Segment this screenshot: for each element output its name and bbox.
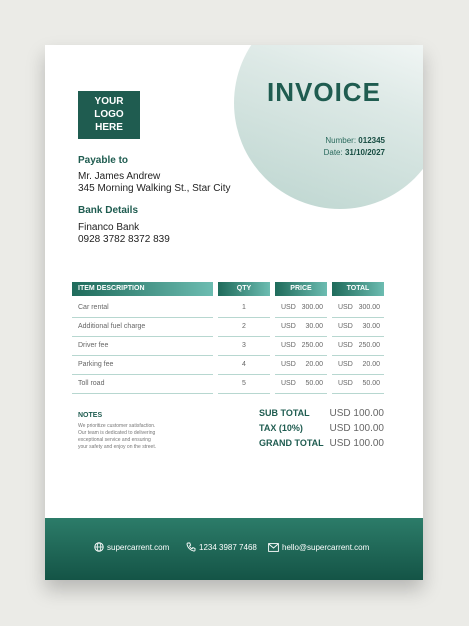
currency-label: USD bbox=[338, 361, 353, 368]
total-value: 20.00 bbox=[362, 361, 380, 368]
row-description: Additional fuel charge bbox=[72, 318, 213, 337]
bank-account: 0928 3782 8372 839 bbox=[78, 234, 170, 245]
row-description: Driver fee bbox=[72, 337, 213, 356]
currency-label: USD bbox=[338, 323, 353, 330]
logo-placeholder bbox=[78, 91, 140, 139]
payable-name: Mr. James Andrew bbox=[78, 171, 161, 182]
invoice-number-line bbox=[324, 135, 385, 147]
currency-label: USD bbox=[338, 304, 353, 311]
currency-label: USD bbox=[281, 323, 296, 330]
row-description: Toll road bbox=[72, 375, 213, 394]
currency-label: USD bbox=[338, 380, 353, 387]
row-qty: 5 bbox=[218, 375, 270, 394]
price-value: 50.00 bbox=[305, 380, 323, 387]
payable-heading: Payable to bbox=[78, 155, 129, 166]
row-qty: 1 bbox=[218, 299, 270, 318]
invoice-sheet bbox=[45, 45, 423, 580]
tax-row bbox=[259, 423, 384, 437]
invoice-date-label: Date: bbox=[323, 148, 343, 157]
invoice-number-label: Number: bbox=[325, 136, 357, 145]
footer-bar bbox=[45, 518, 423, 580]
row-total bbox=[332, 318, 384, 337]
header-item-description: ITEM DESCRIPTION bbox=[72, 282, 213, 296]
invoice-meta bbox=[324, 135, 385, 159]
row-total bbox=[332, 299, 384, 318]
currency-label: USD bbox=[338, 342, 353, 349]
row-qty: 3 bbox=[218, 337, 270, 356]
total-value: 50.00 bbox=[362, 380, 380, 387]
payable-address: 345 Morning Walking St., Star City bbox=[78, 183, 231, 194]
currency-label: USD bbox=[281, 304, 296, 311]
grand-total-row bbox=[259, 438, 384, 452]
row-total bbox=[332, 375, 384, 394]
row-total bbox=[332, 337, 384, 356]
subtotal-value: USD 100.00 bbox=[329, 408, 384, 419]
logo-line-3: HERE bbox=[95, 122, 123, 133]
footer-phone-text: 1234 3987 7468 bbox=[199, 542, 257, 552]
notes-line: exceptional service and ensuring bbox=[78, 437, 151, 443]
header-total: TOTAL bbox=[332, 282, 384, 296]
logo-line-1: YOUR bbox=[94, 96, 124, 107]
notes-line: Our team is dedicated to delivering bbox=[78, 430, 156, 436]
row-price bbox=[275, 375, 327, 394]
table-row bbox=[45, 318, 423, 337]
invoice-date-value: 31/10/2027 bbox=[344, 148, 385, 157]
grand-total-label: GRAND TOTAL bbox=[259, 438, 324, 448]
row-price bbox=[275, 299, 327, 318]
invoice-number-value: 012345 bbox=[358, 136, 385, 145]
total-value: 30.00 bbox=[362, 323, 380, 330]
decorative-circle bbox=[234, 45, 423, 209]
table-row bbox=[45, 299, 423, 318]
row-price bbox=[275, 356, 327, 375]
table-row bbox=[45, 337, 423, 356]
total-value: 300.00 bbox=[358, 304, 380, 311]
row-price bbox=[275, 318, 327, 337]
row-description: Parking fee bbox=[72, 356, 213, 375]
table-row bbox=[45, 375, 423, 394]
currency-label: USD bbox=[281, 342, 296, 349]
price-value: 30.00 bbox=[305, 323, 323, 330]
subtotal-row bbox=[259, 408, 384, 422]
price-value: 300.00 bbox=[301, 304, 323, 311]
notes-text bbox=[78, 423, 188, 451]
notes-line: We prioritize customer satisfaction. bbox=[78, 423, 156, 429]
header-price: PRICE bbox=[275, 282, 327, 296]
invoice-title: INVOICE bbox=[267, 77, 381, 107]
logo-line-2: LOGO bbox=[94, 109, 124, 120]
phone-icon bbox=[186, 542, 196, 552]
grand-total-value: USD 100.00 bbox=[329, 438, 384, 449]
row-price bbox=[275, 337, 327, 356]
footer-website-text: supercarrent.com bbox=[107, 542, 170, 552]
currency-label: USD bbox=[281, 361, 296, 368]
row-total bbox=[332, 356, 384, 375]
row-description: Car rental bbox=[72, 299, 213, 318]
price-value: 250.00 bbox=[301, 342, 323, 349]
bank-heading: Bank Details bbox=[78, 205, 139, 216]
currency-label: USD bbox=[281, 380, 296, 387]
footer-website[interactable] bbox=[94, 541, 169, 553]
row-qty: 4 bbox=[218, 356, 270, 375]
bank-name: Financo Bank bbox=[78, 222, 140, 233]
notes-line: your safety and enjoy on the street. bbox=[78, 444, 157, 450]
table-row bbox=[45, 356, 423, 375]
footer-phone[interactable] bbox=[186, 541, 257, 553]
row-qty: 2 bbox=[218, 318, 270, 337]
notes-heading: NOTES bbox=[78, 412, 103, 419]
subtotal-label: SUB TOTAL bbox=[259, 408, 310, 418]
tax-value: USD 100.00 bbox=[329, 423, 384, 434]
total-value: 250.00 bbox=[358, 342, 380, 349]
price-value: 20.00 bbox=[305, 361, 323, 368]
tax-label: TAX (10%) bbox=[259, 423, 303, 433]
footer-email[interactable] bbox=[268, 541, 369, 553]
footer-email-text: hello@supercarrent.com bbox=[282, 542, 370, 552]
globe-icon bbox=[94, 542, 104, 552]
mail-icon bbox=[268, 543, 279, 552]
header-qty: QTY bbox=[218, 282, 270, 296]
invoice-date-line bbox=[324, 147, 385, 159]
